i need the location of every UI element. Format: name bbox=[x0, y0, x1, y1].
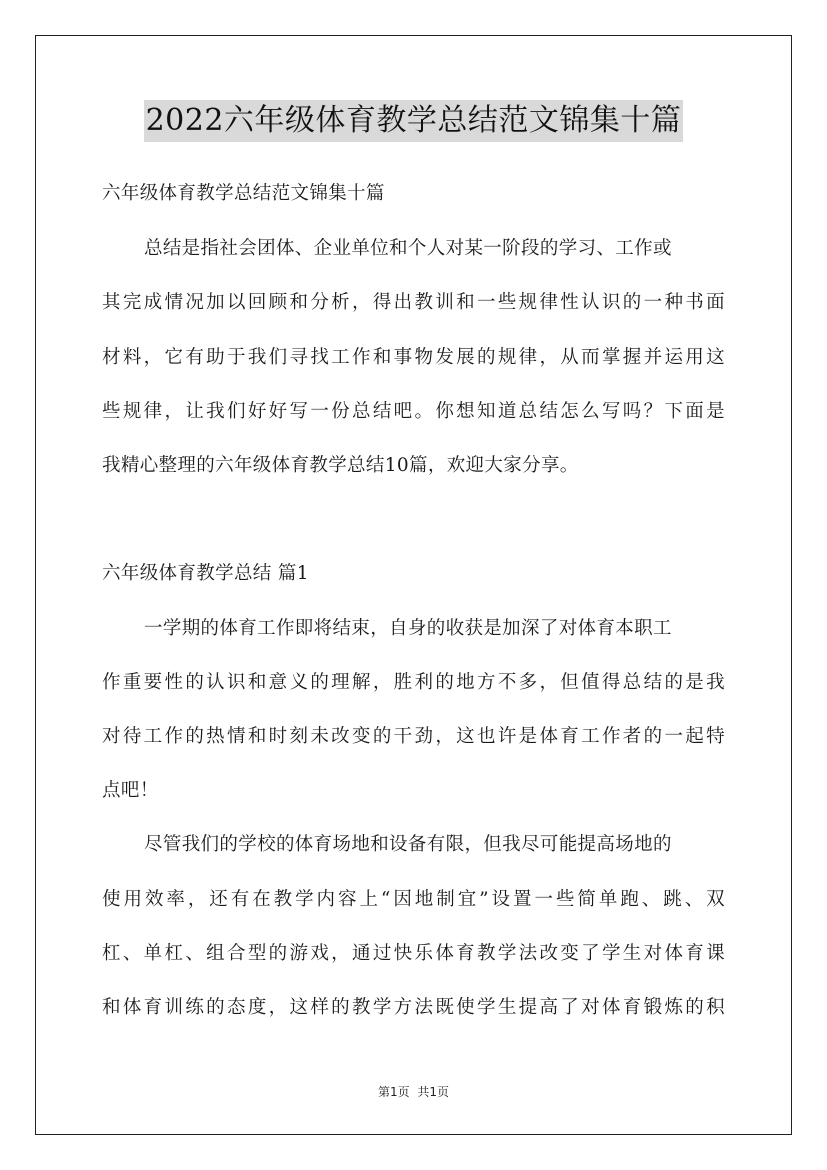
document-title: 2022六年级体育教学总结范文锦集十篇 bbox=[144, 100, 684, 142]
paragraph-line: 一学期的体育工作即将结束，自身的收获是加深了对体育本职工 bbox=[144, 618, 672, 639]
intro-line: 材料，它有助于我们寻找工作和事物发展的规律，从而掌握并运用这 bbox=[102, 347, 725, 368]
title-container bbox=[0, 100, 827, 142]
page-number: 第1页 bbox=[377, 1085, 410, 1099]
page-total: 共1页 bbox=[417, 1085, 450, 1099]
intro-line: 些规律，让我们好好写一份总结吧。你想知道总结怎么写吗？下面是 bbox=[102, 401, 725, 422]
intro-line: 其完成情况加以回顾和分析，得出教训和一些规律性认识的一种书面 bbox=[102, 292, 725, 313]
paragraph-line: 作重要性的认识和意义的理解，胜利的地方不多，但值得总结的是我 bbox=[102, 672, 725, 693]
intro-line: 我精心整理的六年级体育教学总结10篇，欢迎大家分享。 bbox=[102, 455, 579, 476]
paragraph-line: 杠、单杠、组合型的游戏，通过快乐体育教学法改变了学生对体育课 bbox=[102, 943, 725, 964]
paragraph-line: 点吧！ bbox=[102, 780, 159, 801]
paragraph-line: 尽管我们的学校的体育场地和设备有限，但我尽可能提高场地的 bbox=[144, 834, 672, 855]
intro-line: 总结是指社会团体、企业单位和个人对某一阶段的学习、工作或 bbox=[144, 238, 672, 259]
paragraph-line: 对待工作的热情和时刻未改变的干劲，这也许是体育工作者的一起特 bbox=[102, 726, 725, 747]
page-footer bbox=[0, 1083, 827, 1100]
paragraph-line: 使用效率，还有在教学内容上“因地制宜”设置一些简单跑、跳、双 bbox=[102, 889, 725, 910]
document-subtitle: 六年级体育教学总结范文锦集十篇 bbox=[102, 183, 385, 204]
section-heading: 六年级体育教学总结 篇1 bbox=[102, 563, 309, 584]
paragraph-line: 和体育训练的态度，这样的教学方法既使学生提高了对体育锻炼的积 bbox=[102, 997, 725, 1018]
